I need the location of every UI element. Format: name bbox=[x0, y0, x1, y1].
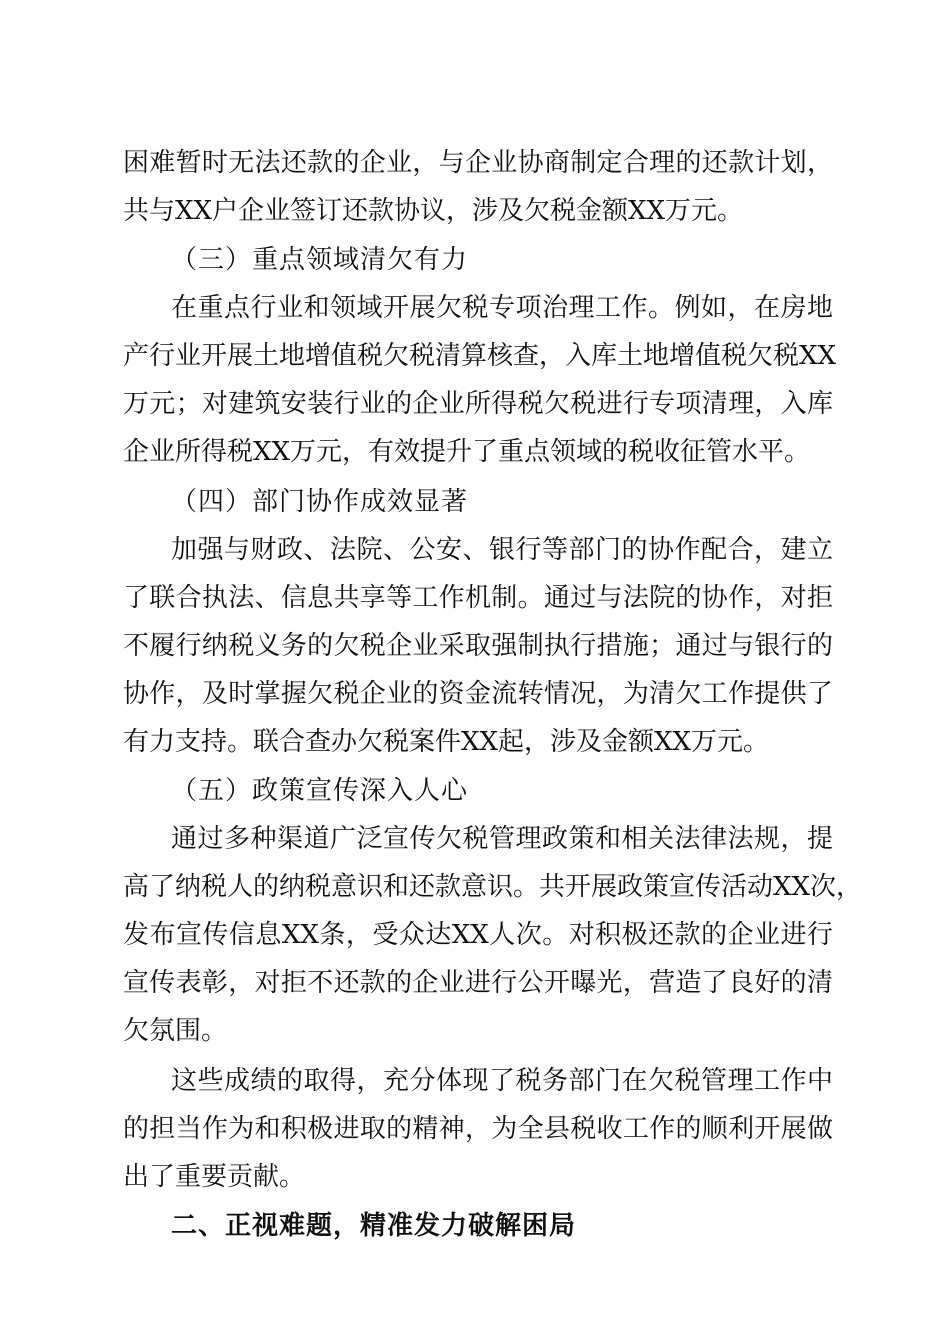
body-text-line: 通过多种渠道广泛宣传欠税管理政策和相关法律法规，提 bbox=[171, 824, 833, 854]
body-text-line: 发布宣传信息XX条，受众达XX人次。对积极还款的企业进行 bbox=[123, 920, 833, 950]
body-text-line: 出了重要贡献。 bbox=[123, 1162, 306, 1192]
body-text-line: 的担当作为和积极进取的精神，为全县税收工作的顺利开展做 bbox=[123, 1114, 833, 1144]
body-text-line: 有力支持。联合查办欠税案件XX起，涉及金额XX万元。 bbox=[123, 727, 770, 757]
body-text-line: 企业所得税XX万元，有效提升了重点领域的税收征管水平。 bbox=[123, 437, 811, 467]
body-text-line: 这些成绩的取得，充分体现了税务部门在欠税管理工作中 bbox=[171, 1066, 833, 1096]
body-text-line: 产行业开展土地增值税欠税清算核查，入库土地增值税欠税XX bbox=[123, 341, 837, 371]
body-text-line: 不履行纳税义务的欠税企业采取强制执行措施；通过与银行的 bbox=[123, 631, 833, 661]
body-text-line: 共与XX户企业签订还款协议，涉及欠税金额XX万元。 bbox=[123, 196, 744, 226]
body-text-line: 欠氛围。 bbox=[123, 1016, 228, 1046]
body-text-line: 在重点行业和领域开展欠税专项治理工作。例如，在房地 bbox=[171, 293, 833, 323]
section-subheading: （四）部门协作成效显著 bbox=[171, 487, 469, 517]
body-text-line: 困难暂时无法还款的企业，与企业协商制定合理的还款计划， bbox=[123, 148, 833, 178]
section-heading: 二、正视难题，精准发力破解困局 bbox=[171, 1211, 577, 1241]
section-subheading: （三）重点领域清欠有力 bbox=[171, 245, 469, 275]
body-text-line: 高了纳税人的纳税意识和还款意识。共开展政策宣传活动XX次， bbox=[123, 872, 863, 902]
section-subheading: （五）政策宣传深入人心 bbox=[171, 776, 469, 806]
body-text-line: 加强与财政、法院、公安、银行等部门的协作配合，建立 bbox=[171, 535, 833, 565]
body-text-line: 宣传表彰，对拒不还款的企业进行公开曝光，营造了良好的清 bbox=[123, 968, 833, 998]
body-text-line: 了联合执法、信息共享等工作机制。通过与法院的协作，对拒 bbox=[123, 583, 833, 613]
body-text-line: 协作，及时掌握欠税企业的资金流转情况，为清欠工作提供了 bbox=[123, 679, 833, 709]
body-text-line: 万元；对建筑安装行业的企业所得税欠税进行专项清理，入库 bbox=[123, 389, 833, 419]
